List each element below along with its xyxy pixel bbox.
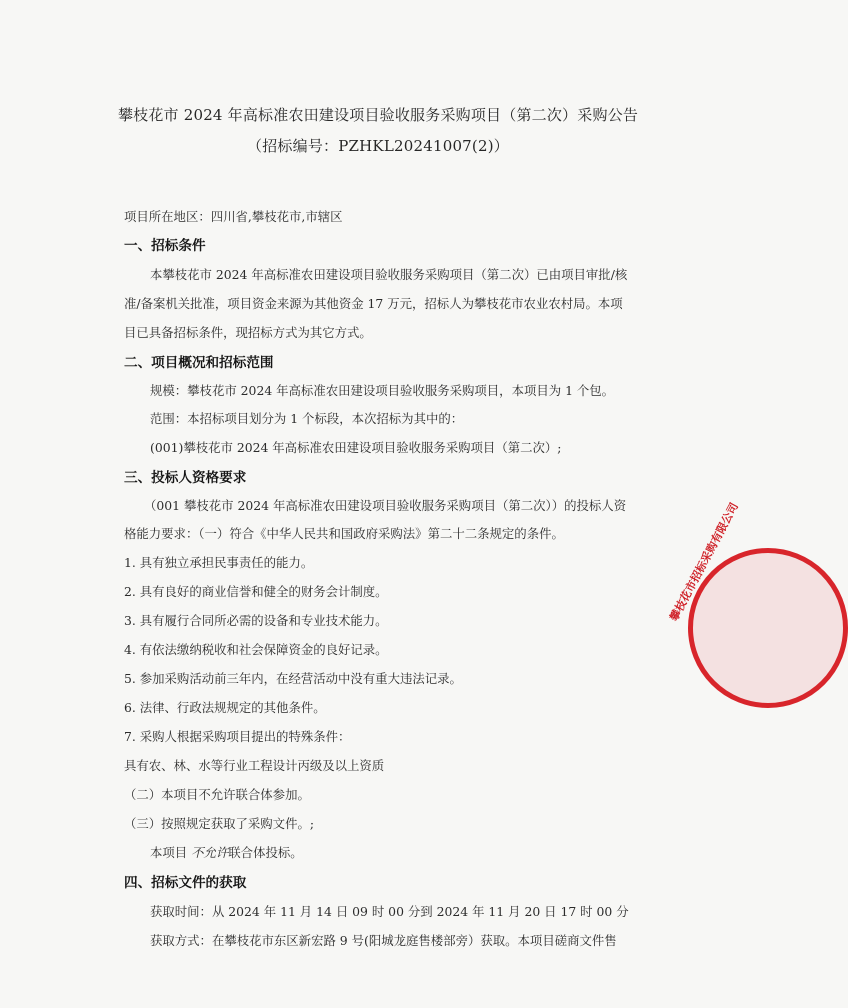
section-3-line-1: （001 攀枝花市 2024 年高标准农田建设项目验收服务采购项目（第二次））的投标人资 (144, 498, 627, 513)
requirement-1: 1. 具有独立承担民事责任的能力。 (124, 555, 314, 570)
section-1-line-1: 本攀枝花市 2024 年高标准农田建设项目验收服务采购项目（第二次）已由项目审批/核 (150, 267, 628, 282)
section-2-item: (001)攀枝花市 2024 年高标准农田建设项目验收服务采购项目（第二次）; (150, 440, 562, 455)
section-4-heading: 四、招标文件的获取 (124, 875, 247, 891)
document-obtain-rule: （三）按照规定获取了采购文件。; (124, 816, 315, 831)
section-2-heading: 二、项目概况和招标范围 (124, 355, 274, 371)
section-1-line-3: 目已具备招标条件，现招标方式为其它方式。 (124, 325, 372, 340)
section-2-scale: 规模：攀枝花市 2024 年高标准农田建设项目验收服务采购项目，本项目为 1 个包。 (150, 383, 615, 398)
obtain-time: 获取时间：从 2024 年 11 月 14 日 09 时 00 分到 2024 年 11 月 20 日 17 时 00 分 (150, 904, 629, 919)
section-1-line-2: 准/备案机关批准，项目资金来源为其他资金 17 万元，招标人为攀枝花市农业农村局。本项 (124, 296, 623, 311)
section-1-heading: 一、招标条件 (124, 238, 206, 254)
joint-venture-rule: （二）本项目不允许联合体参加。 (124, 787, 310, 802)
joint-bid-rule (150, 843, 303, 861)
requirement-5: 5. 参加采购活动前三年内，在经营活动中没有重大违法记录。 (124, 671, 462, 686)
requirement-6: 6. 法律、行政法规规定的其他条件。 (124, 700, 326, 715)
section-3-heading: 三、投标人资格要求 (124, 470, 247, 486)
seal-text: 攀枝花市招标采购有限公司 (667, 500, 741, 624)
special-qualification: 具有农、林、水等行业工程设计丙级及以上资质 (124, 758, 385, 773)
requirement-7: 7. 采购人根据采购项目提出的特殊条件： (124, 729, 351, 744)
document-title: 攀枝花市 2024 年高标准农田建设项目验收服务采购项目（第二次）采购公告 (117, 106, 639, 124)
section-2-range: 范围：本招标项目划分为 1 个标段，本次招标为其中的： (150, 411, 464, 426)
tender-code: （招标编号：PZHKL20241007(2)） (247, 137, 509, 155)
joint-bid-emphasis: 不允许 (191, 845, 229, 860)
project-location: 项目所在地区：四川省,攀枝花市,市辖区 (124, 209, 343, 224)
requirement-3: 3. 具有履行合同所必需的设备和专业技术能力。 (124, 613, 388, 628)
requirement-4: 4. 有依法缴纳税收和社会保障资金的良好记录。 (124, 642, 388, 657)
requirement-2: 2. 具有良好的商业信誉和健全的财务会计制度。 (124, 584, 388, 599)
obtain-method: 获取方式：在攀枝花市东区新宏路 9 号(阳城龙庭售楼部旁）获取。本项目磋商文件售 (150, 933, 617, 948)
section-3-line-2: 格能力要求：（一）符合《中华人民共和国政府采购法》第二十二条规定的条件。 (124, 526, 564, 541)
joint-bid-prefix: 本项目 (150, 845, 192, 860)
company-seal (667, 500, 848, 708)
joint-bid-suffix: 联合体投标。 (228, 845, 303, 860)
